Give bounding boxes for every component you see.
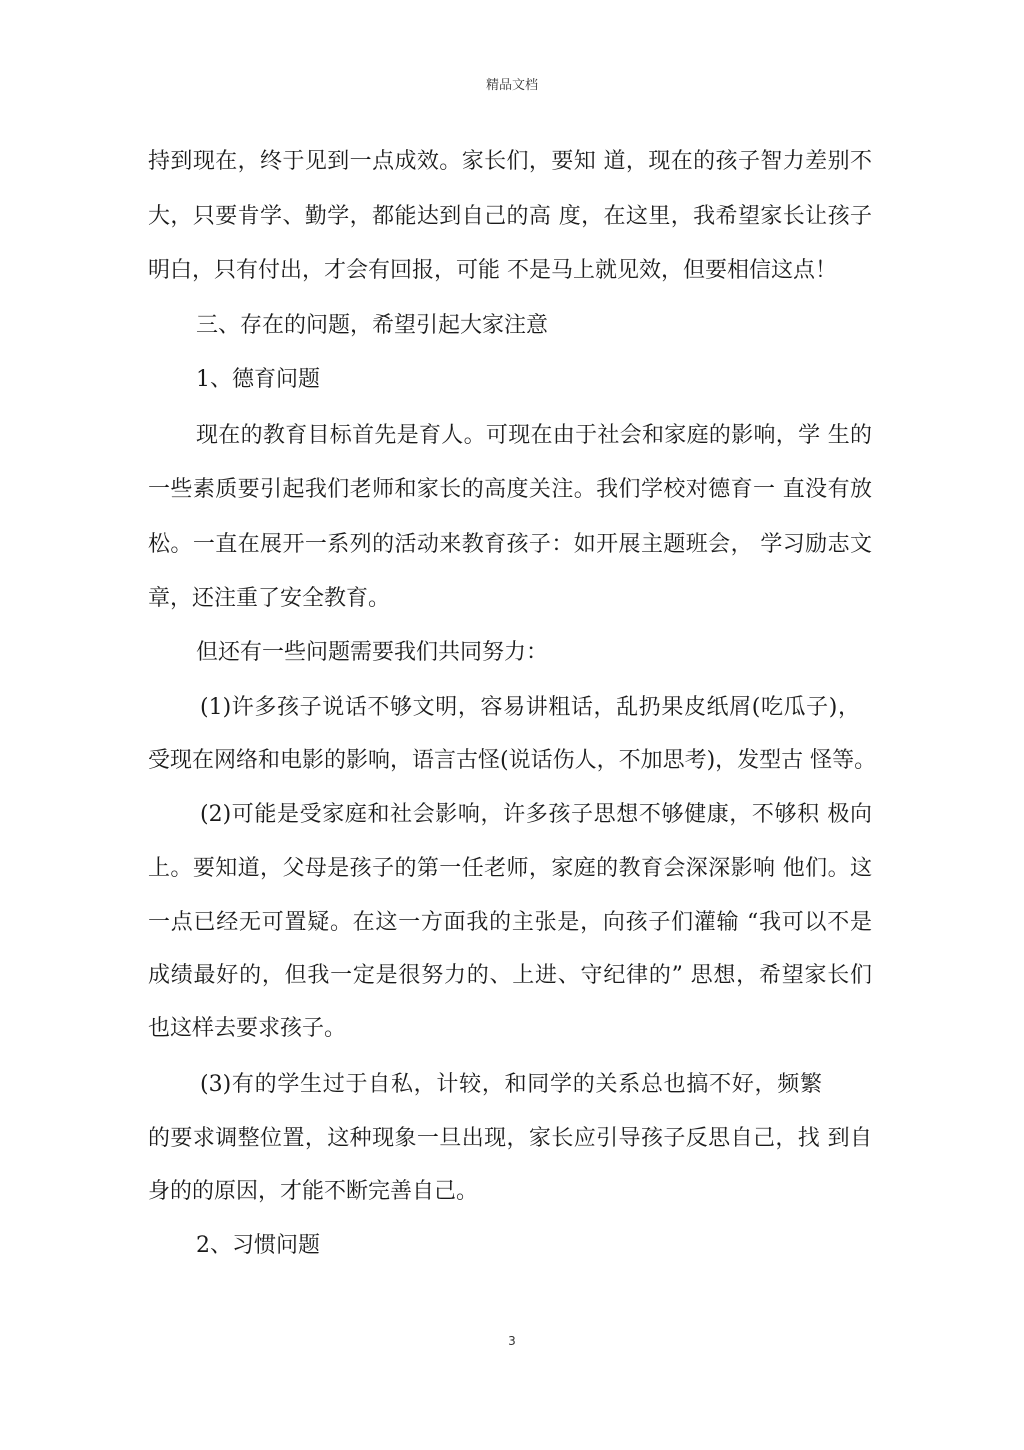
body-text-line: 成绩最好的，但我一定是很努力的、上进、守纪律的” 思想，希望家长们 (148, 963, 872, 988)
body-text-line: 松。一直在展开一系列的活动来教育孩子：如开展主题班会， 学习励志文 (148, 532, 872, 557)
page-number: 3 (508, 1334, 516, 1348)
body-text-line: 明白，只有付出，才会有回报，可能 不是马上就见效，但要相信这点！ (148, 258, 837, 283)
body-text-line: 的要求调整位置，这种现象一旦出现，家长应引导孩子反思自己，找 到自 (148, 1126, 872, 1151)
body-text-line: 章，还注重了安全教育。 (148, 586, 391, 611)
list-item: (3)有的学生过于自私，计较，和同学的关系总也搞不好，频繁 (200, 1072, 822, 1097)
subsection-heading: 2、习惯问题 (196, 1233, 320, 1258)
subsection-heading: 1、德育问题 (196, 367, 320, 392)
body-text-line: 持到现在，终于见到一点成效。家长们，要知 道，现在的孩子智力差别不 (148, 149, 872, 174)
list-item: (1)许多孩子说话不够文明，容易讲粗话，乱扔果皮纸屑(吃瓜子)， (200, 695, 860, 720)
body-text-line: 大，只要肯学、勤学，都能达到自己的高 度，在这里，我希望家长让孩子 (148, 204, 872, 229)
body-text-line: 一些素质要引起我们老师和家长的高度关注。我们学校对德育一 直没有放 (148, 477, 872, 502)
body-text-line: 但还有一些问题需要我们共同努力： (196, 640, 549, 665)
section-heading: 三、存在的问题，希望引起大家注意 (196, 313, 549, 338)
list-item: (2)可能是受家庭和社会影响，许多孩子思想不够健康，不够积 极向 (200, 802, 872, 827)
body-text-line: 受现在网络和电影的影响，语言古怪(说话伤人，不加思考)，发型古 怪等。 (148, 748, 877, 773)
body-text-line: 现在的教育目标首先是育人。可现在由于社会和家庭的影响，学 生的 (196, 423, 872, 448)
body-text-line: 身的的原因，才能不断完善自己。 (148, 1179, 479, 1204)
body-text-line: 上。要知道，父母是孩子的第一任老师，家庭的教育会深深影响 他们。这 (148, 856, 872, 881)
body-text-line: 一点已经无可置疑。在这一方面我的主张是，向孩子们灌输 “我可以不是 (148, 910, 872, 935)
page-header: 精品文档 (485, 78, 538, 93)
body-text-line: 也这样去要求孩子。 (148, 1016, 347, 1041)
